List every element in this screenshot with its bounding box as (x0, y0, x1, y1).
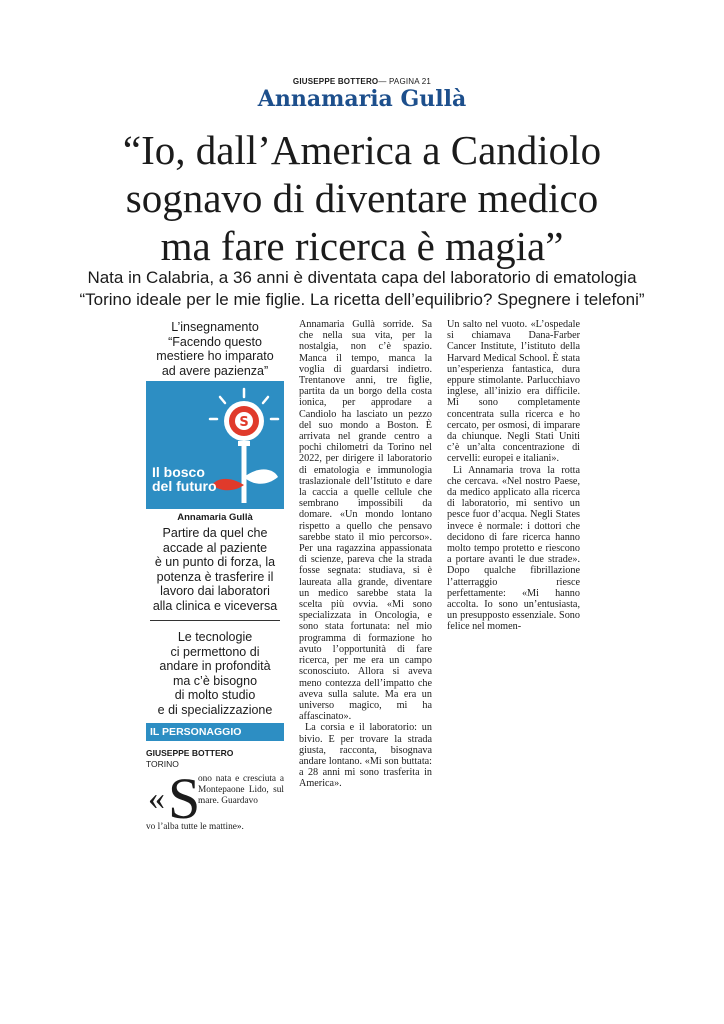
sidebar-insegnamento (146, 320, 284, 378)
sidebar-name: Annamaria Gullà (177, 512, 253, 523)
paragraph: Annamaria Gullà sorride. Sa che nella sua vita, per la nostalgia, non c’è spazio. Manca il tempo, manca la voglia di guardarsi indietro. Trentanove anni, tre figlie, partita da un borgo della costa ionica, per approdare a Candiolo ha lasciato un pezzo del suo mondo a Boston. È arrivata nel grande centro a pochi chilometri da Torino nel 2022, per dirigere il laboratorio di ematologia e immunologia traslazionale dell’Istituto e dare la caccia a quelle cellule che sembrano impossibili da domare. «Un mondo lontano rispetto a quello che pensavo sarebbe stato il mio percorso». Per una ragazzina appassionata di scienze, pareva che la strada fosse segnata: studiava, si è laureata alla grande, diventare un medico sarebbe stata la scelta più ovvia. «Mi sono specializzata in Oncologia, e sono stata fortunata: nel mio programma di formazione ho avuto l’opportunità di fare ricerca, per me era un campo sconosciuto. Allora si aveva meno contezza dell’impatto che aveva sulla salute. Ma era un universo magico, mi ha affascinato». (299, 319, 432, 723)
badge-line: del futuro (152, 478, 217, 494)
headline-line: sognavo di diventare medico (125, 175, 599, 221)
dateline-city: TORINO (146, 759, 179, 769)
headline (0, 126, 724, 270)
section-label: IL PERSONAGGIO (146, 723, 284, 741)
paragraph: Un salto nel vuoto. «L’ospedale si chiamava Dana-Farber Cancer Institute, l’istituto della Harvard Medical School. È stata un’esperienza fantastica, dura eppure stimolante. Parlucchiavo inglese, all’inizio era difficile. Mi sono completamente concentrata sulla ricerca e ho cercato, per osmosi, di imparare da chiunque. Negli Stati Uniti c’è un’alta concentrazione di cervelli: europei e italiani». (447, 319, 580, 465)
quote-line: di molto studio (174, 688, 256, 702)
drop-cap-text: ono nata e cresciuta a Montepaone Lido, sul mare. Guardavo (198, 774, 284, 806)
insegnamento-line: “Facendo questo (168, 334, 262, 349)
subheadline-line1: Nata in Calabria, a 36 anni è diventata capa del laboratorio di ematologia (87, 268, 637, 287)
insegnamento-line: mestiere ho imparato (156, 349, 274, 363)
drop-cap-last-line: vo l’alba tutte le mattine». (146, 822, 244, 832)
paragraph: Lì Annamaria trova la rotta che cercava. «Nel nostro Paese, da medico applicato alla ricerca di laboratorio, mi sentivo un pesce fuor d’acqua. Negli States invece è normale: i dottori che decidono di fare ricerca hanno molto tempo protetto e riescono a portare avanti le due strade». Dopo qualche fibrillazione l’atterraggio riesce perfettamente: «Mi hanno accolta. Io sono un’entusiasta, un presupposto essenziale. Sono felice nel momen- (447, 464, 580, 633)
insegnamento-title: L’insegnamento (171, 320, 259, 334)
bosco-del-futuro-badge (146, 381, 284, 509)
subheadline-line2: “Torino ideale per le mie figlie. La ricetta dell’equilibrio? Spegnere i telefoni” (79, 290, 645, 309)
open-quote-mark: « (148, 780, 165, 817)
quote-line: alla clinica e viceversa (152, 598, 278, 613)
quote-line: lavoro dai laboratori (160, 584, 270, 598)
quote-line: e di specializzazione (157, 702, 273, 717)
quote-line: potenza è trasferire il (156, 569, 274, 584)
quote-line: Le tecnologie (177, 630, 253, 644)
top-author: GIUSEPPE BOTTERO (292, 77, 379, 86)
quote-line: ma c’è bisogno (172, 673, 258, 688)
pull-quote-1 (146, 526, 284, 613)
page-number: — PAGINA 21 (378, 77, 432, 86)
top-byline (0, 77, 724, 86)
quote-line: andare in profondità (159, 659, 271, 673)
quote-line: è un punto di forza, la (154, 555, 276, 569)
drop-cap-letter: S (168, 766, 201, 831)
badge-label (152, 465, 217, 493)
paragraph: La corsia e il laboratorio: un bivio. E per trovare la strada giusta, racconta, bisognava andare lontano. «Mi son buttata: a 28 anni mi sono trasferita in America». (299, 722, 432, 790)
svg-text:S: S (239, 415, 249, 430)
pull-quote-2 (146, 630, 284, 717)
divider (150, 620, 280, 621)
kicker-name: Annamaria Gullà (257, 86, 467, 112)
article-author: GIUSEPPE BOTTERO (146, 748, 234, 758)
article-column-3 (447, 319, 580, 633)
article-column-2 (299, 319, 432, 790)
quote-line: Partire da quel che (162, 526, 268, 540)
insegnamento-line: ad avere pazienza” (161, 363, 269, 378)
quote-line: ci permettono di (170, 644, 260, 659)
headline-line: ma fare ricerca è magia” (160, 223, 564, 269)
badge-line: Il bosco (152, 464, 205, 480)
drop-cap-intro (146, 766, 284, 832)
quote-line: accade al paziente (162, 540, 268, 555)
headline-line: “Io, dall’America a Candiolo (122, 127, 602, 173)
